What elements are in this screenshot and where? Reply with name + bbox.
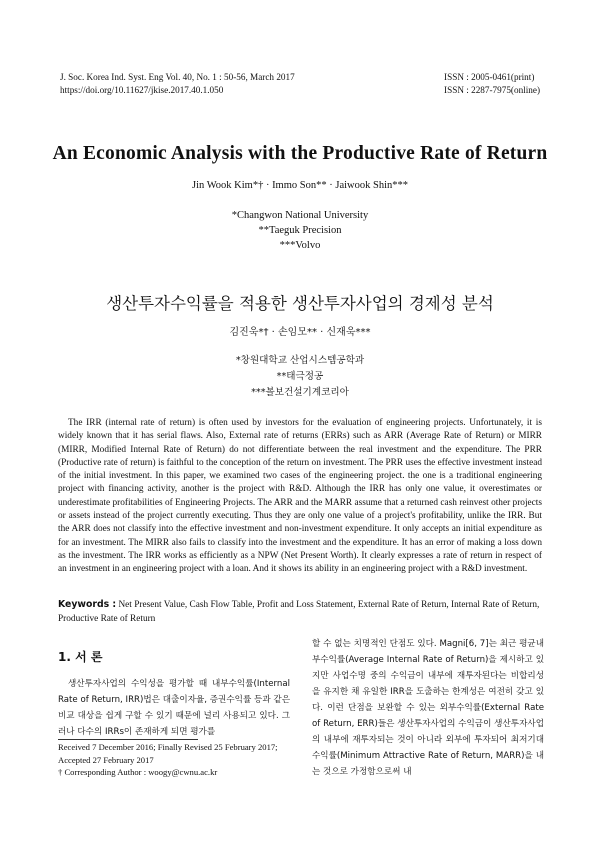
affiliations-korean [0, 353, 600, 401]
issn-online: ISSN : 2287-7975(online) [444, 85, 540, 95]
footnote-divider [58, 739, 198, 740]
corresponding-author: † Corresponding Author : woogy@cwnu.ac.kr [58, 767, 218, 777]
doi-link[interactable]: https://doi.org/10.11627/jkise.2017.40.1.050 [60, 85, 224, 95]
journal-header [60, 71, 295, 97]
keywords-block [58, 598, 542, 626]
footnotes [58, 741, 290, 779]
affiliation-ko-1: *창원대학교 산업시스템공학과 [235, 355, 365, 366]
affiliation-2: **Taeguk Precision [258, 225, 342, 236]
paper-title-korean: 생산투자수익률을 적용한 생산투자사업의 경제성 분석 [106, 294, 494, 313]
received-date: Received 7 December 2016; Finally Revised 25 February 2017; [58, 742, 278, 752]
intro-paragraph-left: 생산투자사업의 수익성을 평가할 때 내부수익률(Internal Rate of Return, IRR)법은 대출이자율, 증권수익률 등과 같은 비교 대상을 쉽게 구할 수 있기 때문에 널리 사용되고 있다. 그러나 다수의 IRRs이 존재하게 되면 평가를 [58, 678, 290, 737]
journal-citation: J. Soc. Korea Ind. Syst. Eng Vol. 40, No. 1 : 50-56, March 2017 [60, 72, 295, 82]
issn-print: ISSN : 2005-0461(print) [444, 72, 535, 82]
accepted-date: Accepted 27 February 2017 [58, 754, 154, 765]
affiliation-ko-2: **태극정공 [276, 371, 324, 382]
issn-block [444, 71, 540, 97]
section-title-introduction: 1. 서 론 [58, 650, 103, 664]
abstract: The IRR (internal rate of return) is often used by investors for the evaluation of engineering projects. Unfortunately, it is widely known that it has serial flaws. Also, External rate of returns (ERRs) such as ARR (Average Rate of Return) or MIRR (MIRR, Modified Internal Rate of Return) do not differentiate between the real investment and the expenditure. The PRR (Productive rate of return) is faithful to the conception of the return on investment. The PRR uses the effective investment instead of the initial investment. In this paper, we examined two cases of the engineering project. the one is a traditional engineering project with financing activity, another is the project with R&D. Although the IRR has only one value, it overestimates or underestimate profitabilities of Engineering Projects. The ARR and the MARR assume that a returned cash reinvest other projects or assets instead of the project currently executing. Thus they are only one value of a project's profitability, unlike the IRR. But the ARR does not classify into the effective investment and non-investment expenditure. It only accepts an initial expenditure as for an investment. The MIRR also fails to classify into the investment and the expenditure. It has an error of making a loss down as the investment. The IRR works as efficiently as a NPW (Net Present Worth). It clearly expresses a rate of return in respect of an investment in an engineering project with a loan. And it shows its ability in an engineering project with a R&D investment. [58, 418, 542, 575]
paper-title-english: An Economic Analysis with the Productive Rate of Return [52, 143, 548, 164]
intro-paragraph-right: 할 수 없는 치명적인 단점도 있다. Magni[6, 7]는 최근 평균내부수익률(Average Internal Rate of Return)을 제시하고 있지만 사업수명 중의 수익금이 내부에 재투자된다는 비합리성을 유지한 채 유일한 IRR을 도출하는 한계성은 여전히 갖고 있다. 이런 단점을 보완할 수 있는 외부수익률(External Rate of Return, ERR)들은 생산투자사업의 수익금이 생산투자사업의 내부에 재투자되는 것이 아니라 외부에 투자되어 최저기대수익률(Minimum Attractive Rate of Return, MARR)을 내는 것으로 가정함으로써 내 [312, 639, 544, 777]
right-column [312, 636, 544, 780]
keywords-text: Net Present Value, Cash Flow Table, Profit and Loss Statement, External Rate of Return, Internal Rate of Return, Productive Rate of Return [58, 600, 540, 624]
affiliation-3: ***Volvo [279, 240, 321, 251]
affiliations-english [0, 208, 600, 253]
keywords-label: Keywords : [58, 599, 117, 610]
affiliation-ko-3: ***볼보건설기계코리아 [251, 387, 349, 398]
authors-korean: 김진욱*† · 손임모** · 신재욱*** [229, 327, 371, 338]
authors-english: Jin Wook Kim*† · Immo Son** · Jaiwook Shin*** [192, 180, 408, 191]
affiliation-1: *Changwon National University [231, 210, 369, 221]
left-column [58, 640, 290, 740]
